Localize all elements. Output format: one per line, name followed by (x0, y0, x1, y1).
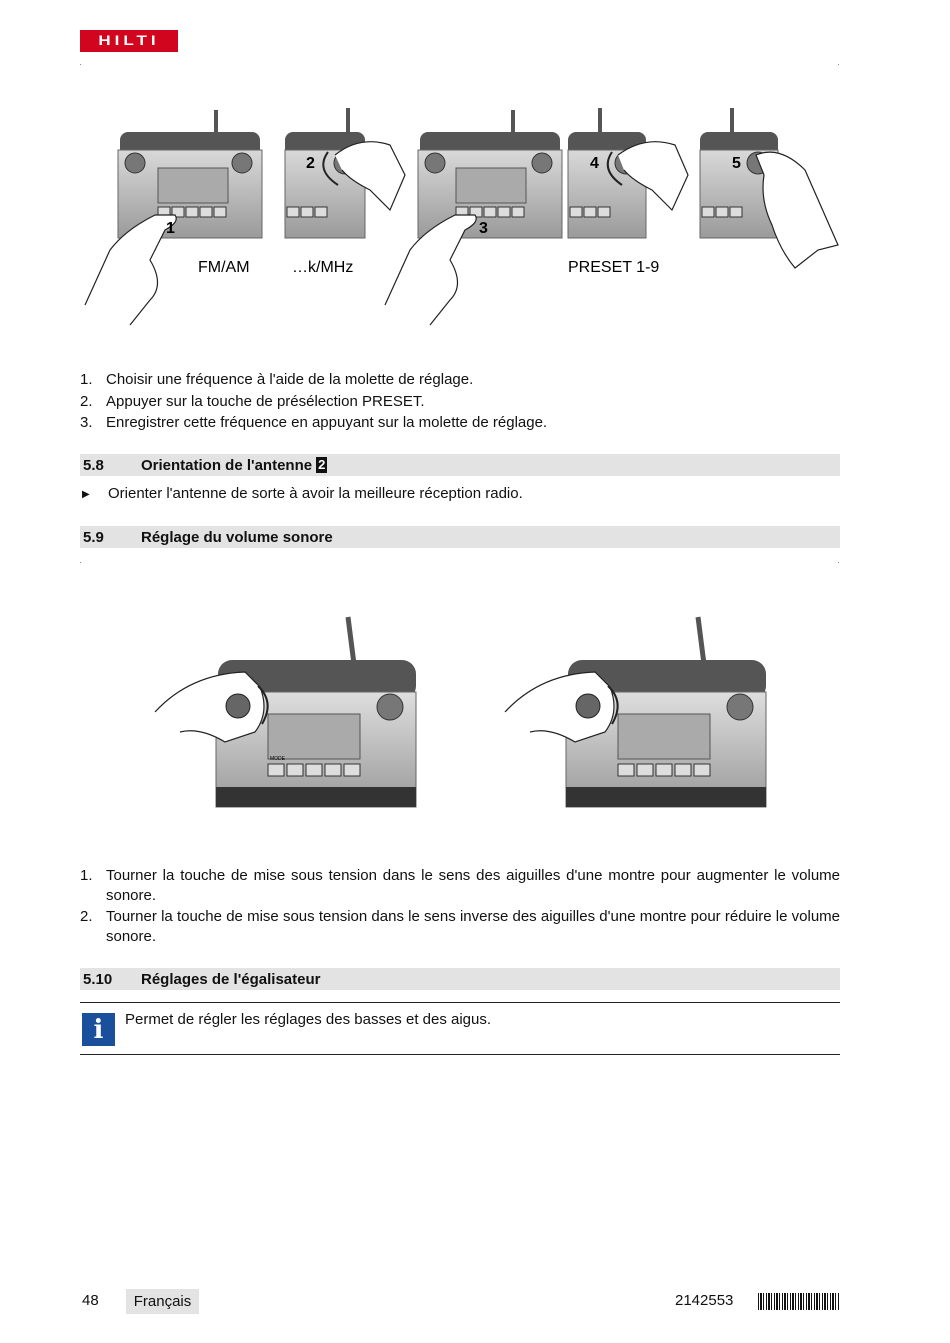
list-item: 2. Appuyer sur la touche de présélection PRESET. (80, 392, 425, 410)
crop-mark (80, 562, 81, 563)
svg-text:MODE: MODE (270, 756, 285, 762)
preset-illustration (80, 100, 840, 330)
list-item: 1. Tourner la touche de mise sous tension dans le sens des aiguilles d'une montre pour augmenter le volume sonore. (80, 867, 840, 904)
bullet-arrow-icon: ▶ (82, 489, 90, 500)
list-item: 3. Enregistrer cette fréquence en appuyant sur la molette de réglage. (80, 414, 548, 431)
figure-ref-badge: 2 (318, 457, 326, 472)
info-note: i Permet de régler les réglages des basses et des aigus. (80, 1002, 840, 1055)
steps-store-frequency (80, 369, 840, 434)
bullet-item: ▶ Orienter l'antenne de sorte à avoir la meilleure réception radio. (80, 485, 840, 505)
barcode (758, 1293, 840, 1310)
label-preset: PRESET 1-9 (568, 259, 660, 276)
section-heading-5-8: 5.8 Orientation de l'antenne 2 (80, 454, 840, 476)
hilti-logo: HILTI (80, 30, 178, 52)
list-item: 1. Choisir une fréquence à l'aide de la molette de réglage. (80, 371, 474, 388)
list-item: 2. Tourner la touche de mise sous tension dans le sens inverse des aiguilles d'une montre pour réduire le volume sonore. (80, 908, 840, 945)
crop-mark (80, 64, 81, 65)
section-heading-5-9: 5.9 Réglage du volume sonore (80, 526, 840, 548)
step-1-label: 1 (166, 220, 175, 237)
page-number: 48 (82, 1292, 99, 1309)
radio-panel-3 (418, 110, 562, 238)
document-number: 2142553 (675, 1292, 734, 1309)
section-heading-5-10: 5.10 Réglages de l'égalisateur (80, 968, 840, 990)
radio-volume-clockwise (155, 617, 416, 807)
label-frequency: …k/MHz (292, 259, 354, 276)
step-2-label: 2 (306, 155, 315, 172)
label-fm-am: FM/AM (198, 259, 250, 276)
radio-volume-counterclockwise (505, 617, 766, 807)
volume-illustration (150, 612, 770, 812)
step-4-label: 4 (590, 155, 599, 172)
steps-volume (80, 866, 840, 946)
step-5-label: 5 (732, 155, 741, 172)
crop-mark (838, 64, 839, 65)
info-icon: i (82, 1013, 115, 1046)
step-3-label: 3 (479, 220, 488, 237)
radio-panel-1 (118, 110, 262, 238)
crop-mark (838, 562, 839, 563)
language-tab: Français (126, 1289, 199, 1314)
